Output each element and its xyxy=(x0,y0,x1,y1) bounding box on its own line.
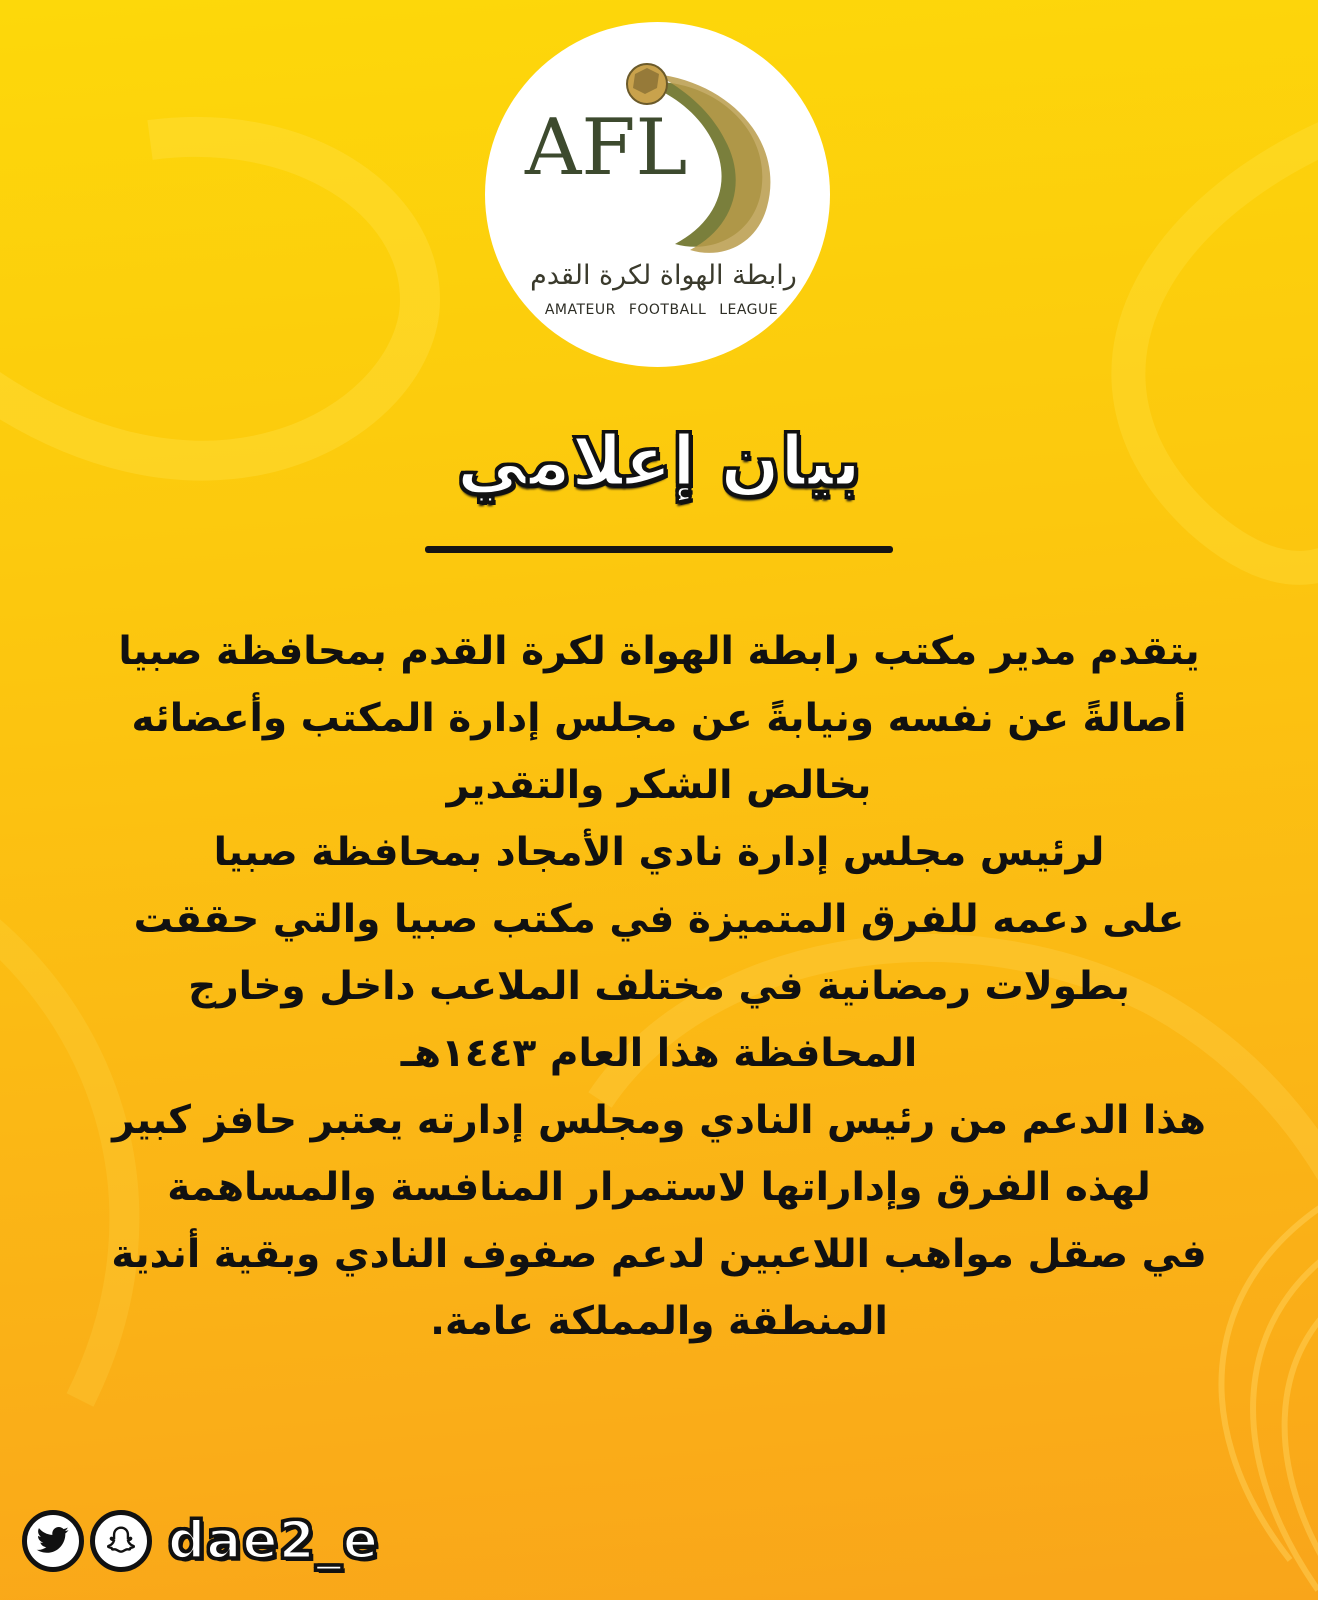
logo-english-name: AMATEUR FOOTBALL LEAGUE xyxy=(544,302,779,318)
twitter-bird-icon xyxy=(36,1526,70,1556)
statement-line: المنطقة والمملكة عامة. xyxy=(430,1299,888,1344)
statement-line: بخالص الشكر والتقدير xyxy=(446,763,872,808)
snapchat-ghost-icon xyxy=(105,1525,137,1557)
page-title: بيان إعلامي xyxy=(456,420,862,502)
statement-line: المحافظة هذا العام ١٤٤٣هـ xyxy=(400,1031,918,1076)
statement-line: يتقدم مدير مكتب رابطة الهواة لكرة القدم بمحافظة صبيا xyxy=(118,629,1200,674)
statement-line: هذا الدعم من رئيس النادي ومجلس إدارته يعتبر حافز كبير xyxy=(112,1098,1206,1143)
statement-line: لهذه الفرق وإداراتها لاستمرار المنافسة والمساهمة xyxy=(167,1165,1151,1210)
twitter-icon[interactable] xyxy=(22,1510,84,1572)
statement-line: بطولات رمضانية في مختلف الملاعب داخل وخارج xyxy=(188,964,1130,1009)
afl-monogram: AFL xyxy=(525,103,688,193)
afl-logo-badge xyxy=(485,22,830,367)
title-underline xyxy=(425,546,893,553)
statement-line: على دعمه للفرق المتميزة في مكتب صبيا والتي حققت xyxy=(133,897,1185,942)
logo-arabic-name: رابطة الهواة لكرة القدم xyxy=(530,260,797,291)
statement-line: في صقل مواهب اللاعبين لدعم صفوف النادي وبقية أندية xyxy=(111,1232,1207,1277)
statement-line: لرئيس مجلس إدارة نادي الأمجاد بمحافظة صبيا xyxy=(213,830,1105,875)
social-handle: dae2_e xyxy=(168,1511,380,1571)
statement-line: أصالةً عن نفسه ونيابةً عن مجلس إدارة المكتب وأعضائه xyxy=(131,696,1187,741)
social-footer xyxy=(22,1506,379,1576)
statement-body xyxy=(40,618,1278,1355)
snapchat-icon[interactable] xyxy=(90,1510,152,1572)
